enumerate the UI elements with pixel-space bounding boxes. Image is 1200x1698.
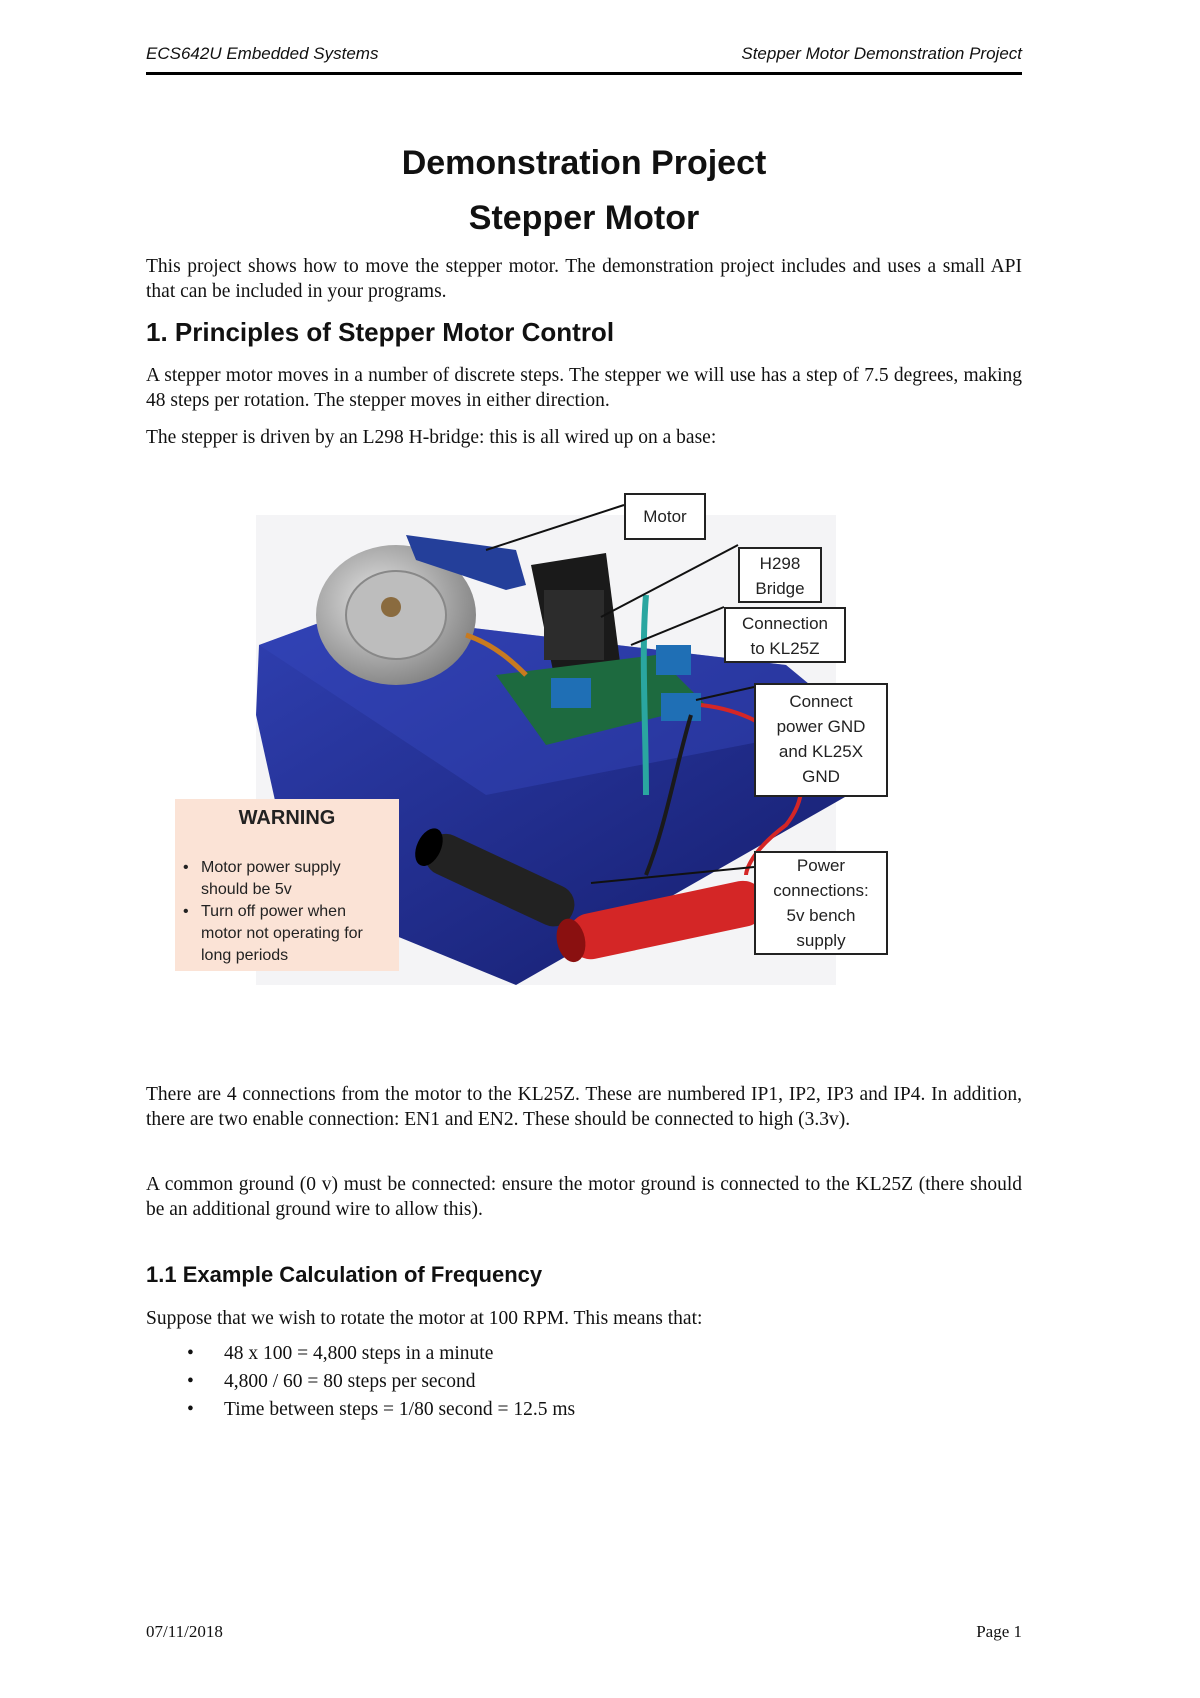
warning-item: • Motor power supply should be 5v bbox=[183, 859, 341, 898]
section-1-1-heading: 1.1 Example Calculation of Frequency bbox=[146, 1262, 543, 1287]
warning-title: WARNING bbox=[238, 807, 336, 829]
title-line-1: Demonstration Project bbox=[401, 144, 767, 182]
footer-date: 07/11/2018 bbox=[146, 1622, 223, 1641]
list-item: • Time between steps = 1/80 second = 12.5 ms bbox=[187, 1399, 576, 1420]
callout-bridge: H298 Bridge bbox=[738, 547, 822, 603]
page-header bbox=[146, 40, 1022, 70]
section-1-paragraph-2: The stepper is driven by an L298 H-bridge: this is all wired up on a base: bbox=[146, 427, 717, 448]
document-page bbox=[146, 0, 1022, 1698]
warning-list bbox=[175, 857, 381, 967]
callout-power: Power connections: 5v bench supply bbox=[754, 851, 888, 955]
callout-connection: Connection to KL25Z bbox=[724, 607, 846, 663]
callout-ground: Connect power GND and KL25X GND bbox=[754, 683, 888, 797]
list-item: • 48 x 100 = 4,800 steps in a minute bbox=[187, 1343, 494, 1364]
calculation-list bbox=[146, 1340, 575, 1424]
warning-box bbox=[175, 799, 399, 971]
callout-motor: Motor bbox=[624, 493, 706, 540]
header-project: Stepper Motor Demonstration Project bbox=[741, 44, 1022, 63]
stepper-motor-figure bbox=[183, 495, 946, 995]
list-item: • 4,800 / 60 = 80 steps per second bbox=[187, 1371, 476, 1392]
warning-item: • Turn off power when motor not operating for long periods bbox=[183, 903, 363, 964]
intro-paragraph: This project shows how to move the stepper motor. The demonstration project includes and uses a small API that can be included in your programs. bbox=[146, 256, 1022, 302]
section-1-paragraph-1: A stepper motor moves in a number of discrete steps. The stepper we will use has a step of 7.5 degrees, making 48 steps per rotation. The stepper moves in either direction. bbox=[146, 365, 1022, 411]
section-1-1-paragraph: Suppose that we wish to rotate the motor at 100 RPM. This means that: bbox=[146, 1308, 703, 1329]
section-1-heading: 1. Principles of Stepper Motor Control bbox=[146, 317, 615, 347]
header-course: ECS642U Embedded Systems bbox=[146, 44, 379, 63]
connections-paragraph: There are 4 connections from the motor to the KL25Z. These are numbered IP1, IP2, IP3 and IP4. In addition, there are two enable connection: EN1 and EN2. These should be connected to high (3.3v). bbox=[146, 1084, 1022, 1130]
header-rule bbox=[146, 72, 1022, 75]
terminal-block bbox=[551, 678, 591, 708]
ground-paragraph: A common ground (0 v) must be connected: ensure the motor ground is connected to the KL25Z (there should be an additional ground wire to allow this). bbox=[146, 1174, 1022, 1220]
title-line-2: Stepper Motor bbox=[468, 199, 700, 237]
footer-page-number: Page 1 bbox=[976, 1622, 1022, 1641]
